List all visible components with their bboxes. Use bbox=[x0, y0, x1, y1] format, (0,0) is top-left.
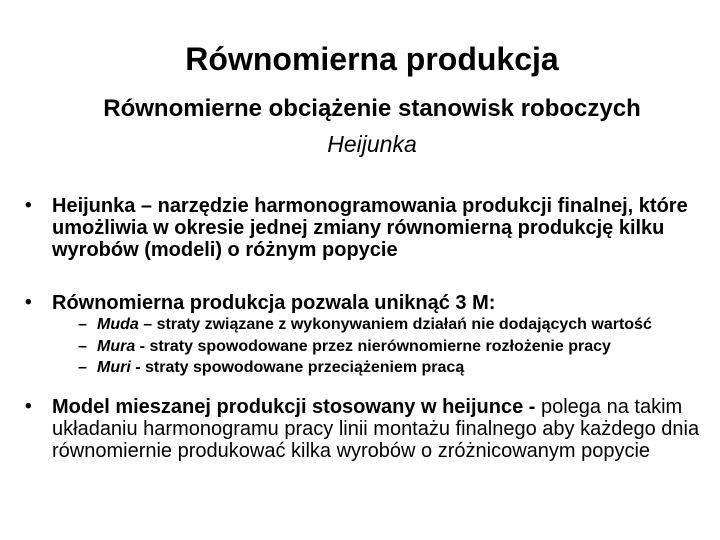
sub-bullet-term: Mura bbox=[97, 337, 136, 355]
sub-bullet-item-muda bbox=[0, 314, 720, 336]
bullet-text-bold: Model mieszanej produkcji stosowany w heijunce - bbox=[52, 395, 536, 418]
bullet-text: Heijunka – narzędzie harmonogramowania produkcji finalnej, które umożliwia w okresie jednej zmiany równomierną produkcję kilku wyrobów (modeli) o różnym popycie bbox=[52, 195, 688, 261]
sub-bullet-term: Muri bbox=[97, 359, 131, 376]
bullet-item-3m bbox=[0, 292, 720, 314]
bullet-icon: • bbox=[25, 292, 32, 313]
dash-icon: – bbox=[78, 359, 87, 376]
bullet-icon: • bbox=[25, 195, 32, 216]
sub-bullet-term: Muda bbox=[97, 316, 139, 333]
slide-subtitle: Równomierne obciążenie stanowisk roboczych bbox=[103, 95, 641, 122]
slide-body bbox=[0, 195, 720, 462]
slide-title: Równomierna produkcja bbox=[185, 41, 559, 77]
bullet-text-regular: polega na takim układaniu harmonogramu pracy linii montażu finalnego aby każdego dnia równomiernie produkować kilka wyrobów o zróżnicowanym popycie bbox=[52, 395, 700, 462]
sub-bullet-item-muri bbox=[0, 357, 720, 379]
sub-bullet-text: - straty spowodowane przeciążeniem pracą bbox=[130, 359, 465, 376]
dash-icon: – bbox=[78, 337, 87, 355]
bullet-item-heijunka-definition bbox=[0, 195, 720, 261]
sub-bullet-list bbox=[0, 314, 720, 379]
dash-icon: – bbox=[78, 316, 87, 333]
sub-bullet-text: – straty związane z wykonywaniem działań nie dodających wartość bbox=[138, 316, 652, 333]
slide-tagline-heijunka: Heijunka bbox=[327, 131, 417, 157]
bullet-text: Równomierna produkcja pozwala uniknąć 3 M: bbox=[52, 292, 496, 314]
bullet-item-mixed-model bbox=[0, 396, 720, 462]
sub-bullet-item-mura bbox=[0, 336, 720, 358]
bullet-icon: • bbox=[25, 395, 32, 417]
sub-bullet-text: - straty spowodowane przez nierównomierne rozłożenie pracy bbox=[135, 337, 611, 355]
